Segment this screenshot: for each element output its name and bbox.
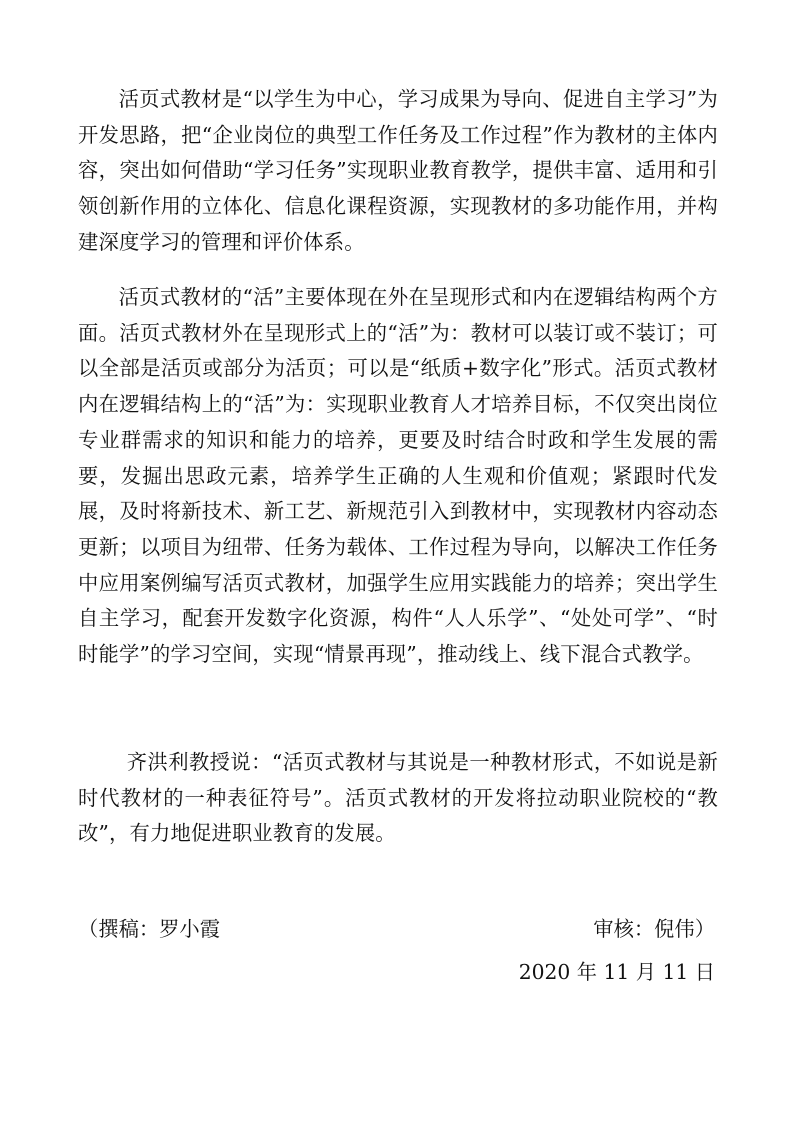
author-credit: （撰稿：罗小霞 [78,917,220,941]
reviewer-credit: 审核：倪伟） [593,917,715,941]
paragraph-2: 活页式教材的“活”主要体现在外在呈现形式和内在逻辑结构两个方面。活页式教材外在呈现形式上的“活”为：教材可以装订或不装订；可以全部是活页或部分为活页；可以是“纸质+数字化”形式。活页式教材内在逻辑结构上的“活”为：实现职业教育人才培养目标，不仅突出岗位专业群需求的知识和能力的培养，更要及时结合时政和学生发展的需要，发掘出思政元素，培养学生正确的人生观和价值观；紧跟时代发展，及时将新技术、新工艺、新规范引入到教材中，实现教材内容动态更新；以项目为纽带、任务为载体、工作过程为导向，以解决工作任务中应用案例编写活页式教材，加强学生应用实践能力的培养；突出学生自主学习，配套开发数字化资源，构件“人人乐学”、“处处可学”、“时时能学”的学习空间，实现“情景再现”，推动线上、线下混合式教学。 [78,285,718,667]
paragraph-1: 活页式教材是“以学生为中心，学习成果为导向、促进自主学习”为开发思路，把“企业岗位的典型工作任务及工作过程”作为教材的主体内容，突出如何借助“学习任务”实现职业教育教学，提供丰富、适用和引领创新作用的立体化、信息化课程资源，实现教材的多功能作用，并构建深度学习的管理和评价体系。 [78,87,718,254]
document-date: 2020 年 11 月 11 日 [518,960,715,984]
paragraph-3: 齐洪利教授说：“活页式教材与其说是一种教材形式，不如说是新时代教材的一种表征符号”。活页式教材的开发将拉动职业院校的“教改”，有力地促进职业教育的发展。 [78,750,718,846]
